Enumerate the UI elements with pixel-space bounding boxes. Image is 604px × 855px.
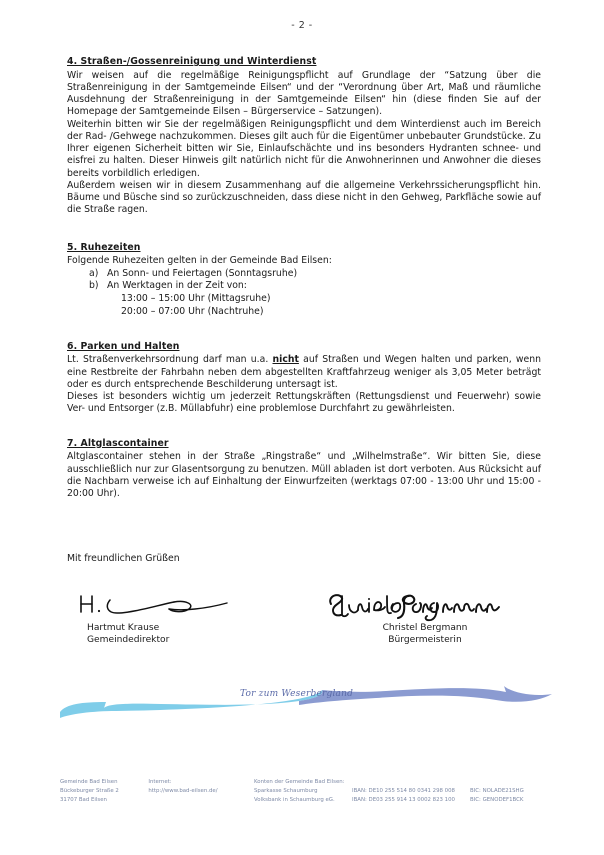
footer-bank-details <box>254 778 560 804</box>
footer-bank-title: Konten der Gemeinde Bad Eilsen: <box>254 779 345 785</box>
footer-internet-label: Internet: <box>148 779 172 785</box>
section-parken-und-halten <box>67 341 541 416</box>
quiet-hours-night: 20:00 – 07:00 Uhr (Nachtruhe) <box>121 306 264 318</box>
brand-slogan: Tor zum Weserbergland <box>240 689 354 699</box>
section-heading: 6. Parken und Halten <box>67 340 180 352</box>
spacer <box>67 217 541 242</box>
bank-name: Volksbank in Schaumburg eG. <box>254 796 335 803</box>
bank-iban: IBAN: DE03 255 914 13 0002 823 100 <box>352 796 455 803</box>
bank-bic: BIC: NOLADE21SHG <box>470 787 524 794</box>
emphasis-nicht: nicht <box>272 354 299 366</box>
page-number: - 2 - <box>291 20 313 31</box>
footer-address-line: 31707 Bad Eilsen <box>60 796 107 803</box>
section-paragraph: Weiterhin bitten wir Sie der regelmäßigen Reinigungspflicht und dem Winterdienst auch im Bereich der Rad- /Gehwege nachzukommen. Dieses gilt auch für die Eigentümer unbebauter Grundstücke. Zu Ihrer eigenen Sicherheit bitten wir Sie, Einlaufschächte und ins besonders Hydranten schnee- und eisfrei zu halten. Dieser Hinweis gilt natürlich nicht für die Anwohnerinnen und Anwohner die dieses bereits vorbildlich erledigen. <box>67 118 541 179</box>
signature-block-right <box>309 590 541 646</box>
section-paragraph: Dieses ist besonders wichtig um jederzeit Rettungskräften (Rettungsdienst und Feuerwehr) sowie Ver- und Entsorger (z.B. Müllabfuhr) eine problemlose Durchfahrt zu gewährleisten. <box>67 391 541 415</box>
section-paragraph: Außerdem weisen wir in diesem Zusammenhang auf die allgemeine Verkehrssicherungspflicht hin. Bäume und Büsche sind so zurückzuschneiden, dass diese nicht in den Gehweg, Parkfläche sowie auf die Straße ragen. <box>67 179 541 216</box>
signature-block-left <box>67 590 309 646</box>
footer-address-line: Bückeburger Straße 2 <box>60 787 119 794</box>
footer-internet-url[interactable]: http://www.bad-eilsen.de/ <box>148 787 218 794</box>
bank-name: Sparkasse Schaumburg <box>254 787 318 794</box>
section-paragraph <box>67 354 541 391</box>
signature-image-christel-bergmann <box>309 590 541 622</box>
list-item <box>89 268 541 281</box>
section-heading: 7. Altglascontainer <box>67 437 169 449</box>
section-altglascontainer <box>67 438 541 501</box>
document-body <box>67 56 541 500</box>
footer-bank-row <box>254 796 560 805</box>
bank-bic: BIC: GENODEF1BCK <box>470 796 524 803</box>
bank-iban: IBAN: DE10 255 514 80 0341 298 008 <box>352 787 455 794</box>
section-heading: 5. Ruhezeiten <box>67 241 141 253</box>
list-item <box>89 280 541 293</box>
closing-greeting: Mit freundlichen Grüßen <box>67 553 180 564</box>
footer <box>60 778 560 804</box>
quiet-hours-weekday <box>121 293 541 319</box>
signature-row <box>67 590 541 646</box>
signatory-name: Christel Bergmann <box>382 623 468 633</box>
list-marker: a) <box>89 267 99 279</box>
footer-internet <box>148 778 254 804</box>
signatory-name: Hartmut Krause <box>87 623 160 633</box>
list-item-label: An Werktagen in der Zeit von: <box>107 280 247 292</box>
quiet-hours-midday: 13:00 – 15:00 Uhr (Mittagsruhe) <box>121 293 271 305</box>
closing-block <box>67 553 541 646</box>
signatory-title: Bürgermeisterin <box>388 635 462 646</box>
signature-image-hartmut-krause <box>77 590 309 622</box>
footer-address-line: Gemeinde Bad Eilsen <box>60 779 118 785</box>
paragraph-text-after: auf Straßen und Wegen halten und parken, wenn eine Restbreite der Fahrbahn neben dem abgestellten Kraftfahrzeug weniger als 3,05 Meter beträgt oder es durch entsprechende Beschilderung untersagt ist. <box>67 354 541 390</box>
section-paragraph: Wir weisen auf die regelmäßige Reinigungspflicht auf Grundlage der “Satzung über die Straßenreinigung in der Samtgemeinde Eilsen“ und der “Verordnung über Art, Maß und räumliche Ausdehnung der Straßenreinigung in der Samtgemeinde Eilsen“ hin (diese finden Sie auf der Homepage der Samtgemeinde Eilsen – Bürgerservice – Satzungen). <box>67 69 541 118</box>
section-strassenreinigung <box>67 56 541 217</box>
section-ruhezeiten <box>67 242 541 319</box>
footer-address <box>60 778 148 804</box>
spacer <box>67 416 541 438</box>
footer-bank-row <box>254 787 560 796</box>
list-marker: b) <box>89 280 99 292</box>
list-item-label: An Sonn- und Feiertagen (Sonntagsruhe) <box>107 267 298 279</box>
section-intro: Folgende Ruhezeiten gelten in der Gemeinde Bad Eilsen: <box>67 255 332 267</box>
paragraph-text-before: Lt. Straßenverkehrsordnung darf man u.a. <box>67 354 273 366</box>
section-paragraph: Altglascontainer stehen in der Straße „Ringstraße“ und „Wilhelmstraße“. Wir bitten Sie, diese ausschließlich nur zur Glasentsorgung zu benutzen. Müll abladen ist dort verboten. Aus Rücksicht auf die Nachbarn verweise ich auf Einhaltung der Einwurfzeiten (werktags 07:00 - 13:00 Uhr und 15:00 - 20:00 Uhr). <box>67 451 541 500</box>
section-heading: 4. Straßen-/Gossenreinigung und Winterdienst <box>67 56 317 67</box>
spacer <box>67 319 541 341</box>
ruhezeiten-list <box>67 268 541 294</box>
signatory-title: Gemeindedirektor <box>87 635 170 646</box>
